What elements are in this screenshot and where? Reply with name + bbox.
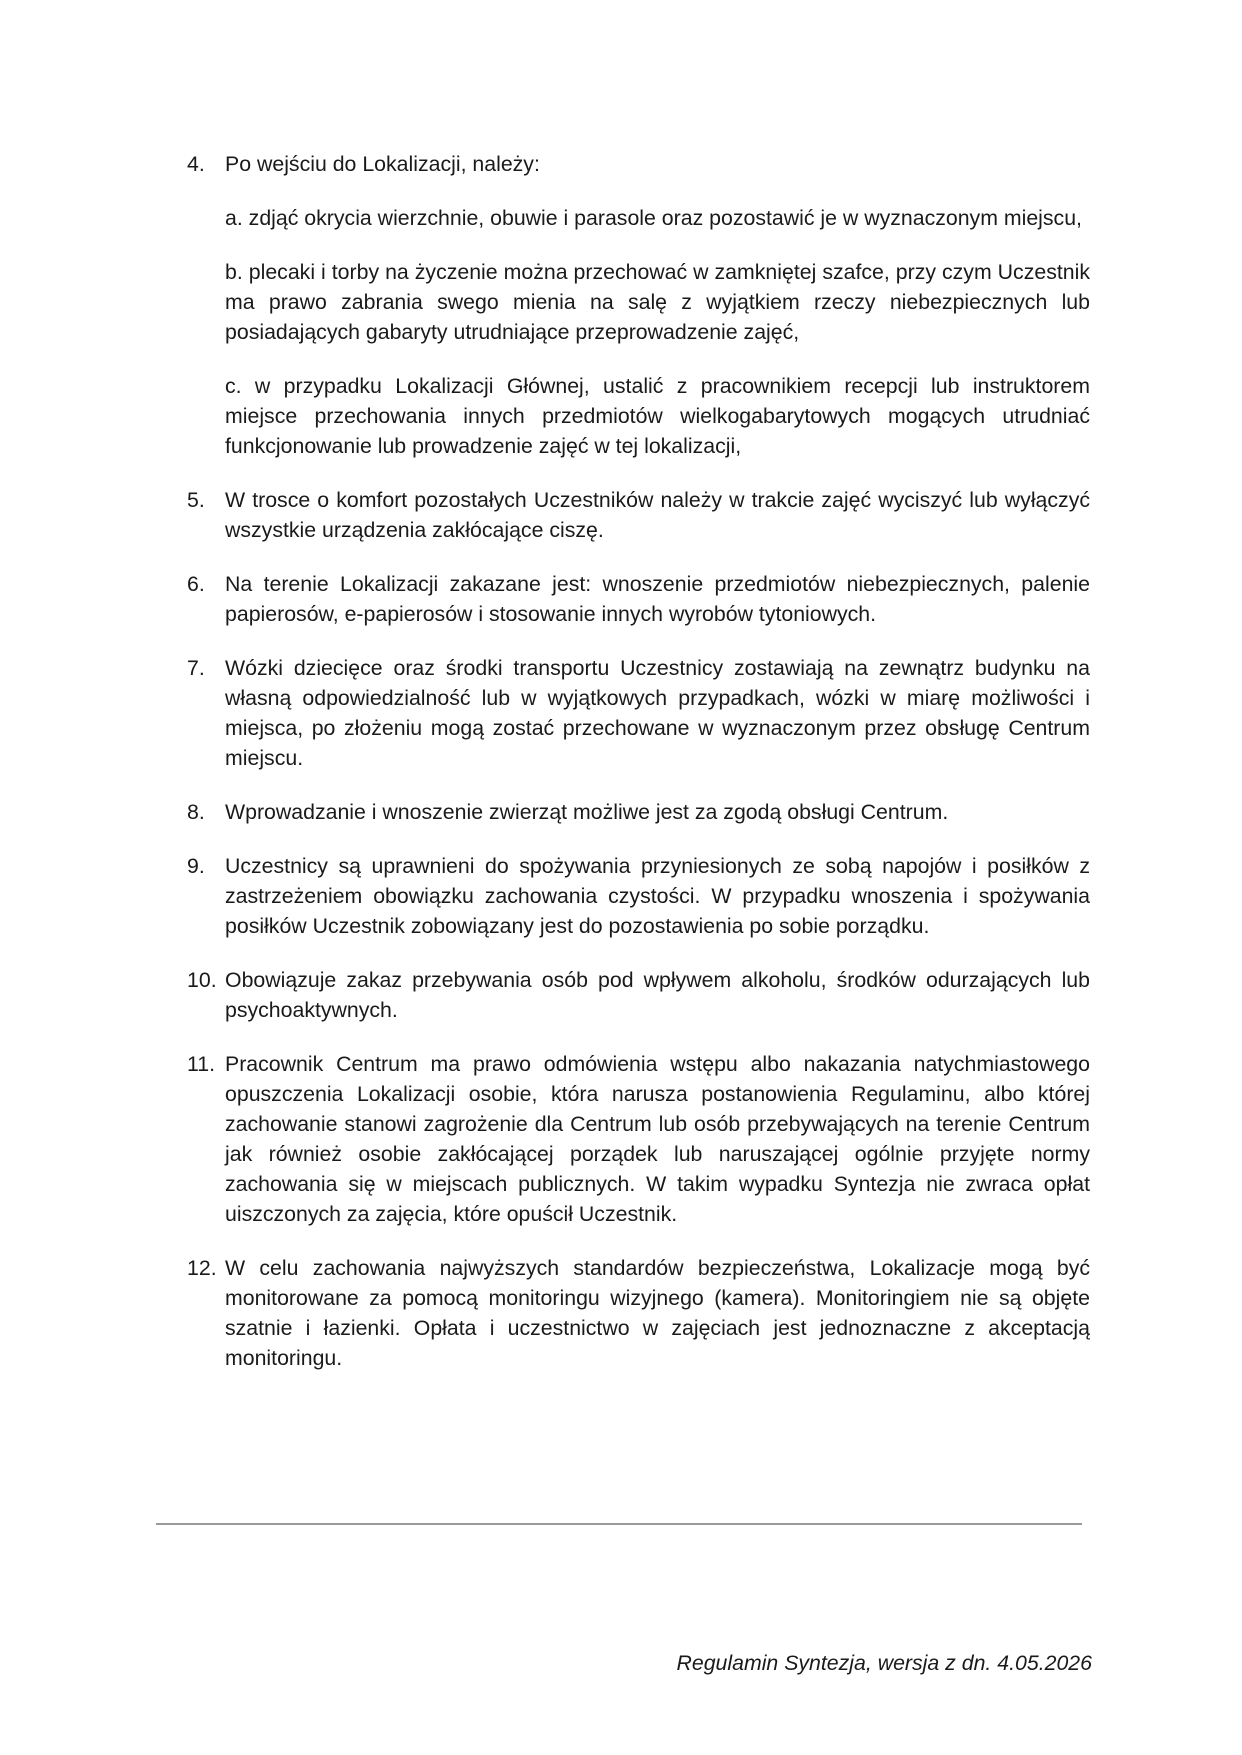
list-item bbox=[187, 569, 1090, 629]
item-number: 5. bbox=[187, 488, 205, 512]
regulations-list bbox=[187, 149, 1090, 1397]
list-item bbox=[187, 653, 1090, 773]
list-item bbox=[187, 851, 1090, 941]
item-text: Obowiązuje zakaz przebywania osób pod wpływem alkoholu, środków odurzających lub psychoaktywnych. bbox=[225, 968, 1090, 1022]
sub-item: c. w przypadku Lokalizacji Głównej, ustalić z pracownikiem recepcji lub instruktorem miejsce przechowania innych przedmiotów wielkogabarytowych mogących utrudniać funkcjonowanie lub prowadzenie zajęć w tej lokalizacji, bbox=[225, 374, 1090, 458]
list-item bbox=[187, 1049, 1090, 1229]
footer-divider bbox=[156, 1523, 1082, 1525]
item-number: 7. bbox=[187, 656, 205, 680]
item-text: Na terenie Lokalizacji zakazane jest: wnoszenie przedmiotów niebezpiecznych, palenie papierosów, e-papierosów i stosowanie innych wyrobów tytoniowych. bbox=[225, 572, 1090, 626]
sub-item: b. plecaki i torby na życzenie można przechować w zamkniętej szafce, przy czym Uczestnik ma prawo zabrania swego mienia na salę z wyjątkiem rzeczy niebezpiecznych lub posiadających gabaryty utrudniające przeprowadzenie zajęć, bbox=[225, 260, 1090, 344]
sub-item: a. zdjąć okrycia wierzchnie, obuwie i parasole oraz pozostawić je w wyznaczonym miejscu, bbox=[225, 206, 1082, 230]
item-number: 6. bbox=[187, 572, 205, 596]
item-number: 9. bbox=[187, 854, 205, 878]
list-item bbox=[187, 149, 1090, 461]
list-item bbox=[187, 797, 1090, 827]
page-footer: Regulamin Syntezja, wersja z dn. 4.05.2026 bbox=[676, 1651, 1092, 1675]
item-text: Wprowadzanie i wnoszenie zwierząt możliwe jest za zgodą obsługi Centrum. bbox=[225, 800, 949, 824]
item-number: 8. bbox=[187, 800, 205, 824]
item-number: 11. bbox=[187, 1052, 216, 1076]
item-text: W celu zachowania najwyższych standardów bezpieczeństwa, Lokalizacje mogą być monitorowane za pomocą monitoringu wizyjnego (kamera). Monitoringiem nie są objęte szatnie i łazienki. Opłata i uczestnictwo w zajęciach jest jednoznaczne z akceptacją monitoringu. bbox=[225, 1256, 1090, 1370]
item-text: Wózki dziecięce oraz środki transportu Uczestnicy zostawiają na zewnątrz budynku na własną odpowiedzialność lub w wyjątkowych przypadkach, wózki w miarę możliwości i miejsca, po złożeniu mogą zostać przechowane w wyznaczonym przez obsługę Centrum miejscu. bbox=[225, 656, 1090, 770]
list-item bbox=[187, 1253, 1090, 1373]
list-item bbox=[187, 485, 1090, 545]
item-text: Pracownik Centrum ma prawo odmówienia wstępu albo nakazania natychmiastowego opuszczenia Lokalizacji osobie, która narusza postanowienia Regulaminu, albo której zachowanie stanowi zagrożenie dla Centrum lub osób przebywających na terenie Centrum jak również osobie zakłócającej porządek lub naruszającej ogólnie przyjęte normy zachowania się w miejscach publicznych. W takim wypadku Syntezja nie zwraca opłat uiszczonych za zajęcia, które opuścił Uczestnik. bbox=[225, 1052, 1090, 1226]
list-item bbox=[187, 965, 1090, 1025]
item-number: 12. bbox=[187, 1256, 217, 1280]
item-text: Uczestnicy są uprawnieni do spożywania przyniesionych ze sobą napojów i posiłków z zastrzeżeniem obowiązku zachowania czystości. W przypadku wnoszenia i spożywania posiłków Uczestnik zobowiązany jest do pozostawienia po sobie porządku. bbox=[225, 854, 1090, 938]
item-number: 4. bbox=[187, 152, 205, 176]
item-number: 10. bbox=[187, 968, 217, 992]
item-text: Po wejściu do Lokalizacji, należy: bbox=[225, 152, 540, 176]
item-text: W trosce o komfort pozostałych Uczestników należy w trakcie zajęć wyciszyć lub wyłączyć wszystkie urządzenia zakłócające ciszę. bbox=[225, 488, 1090, 542]
